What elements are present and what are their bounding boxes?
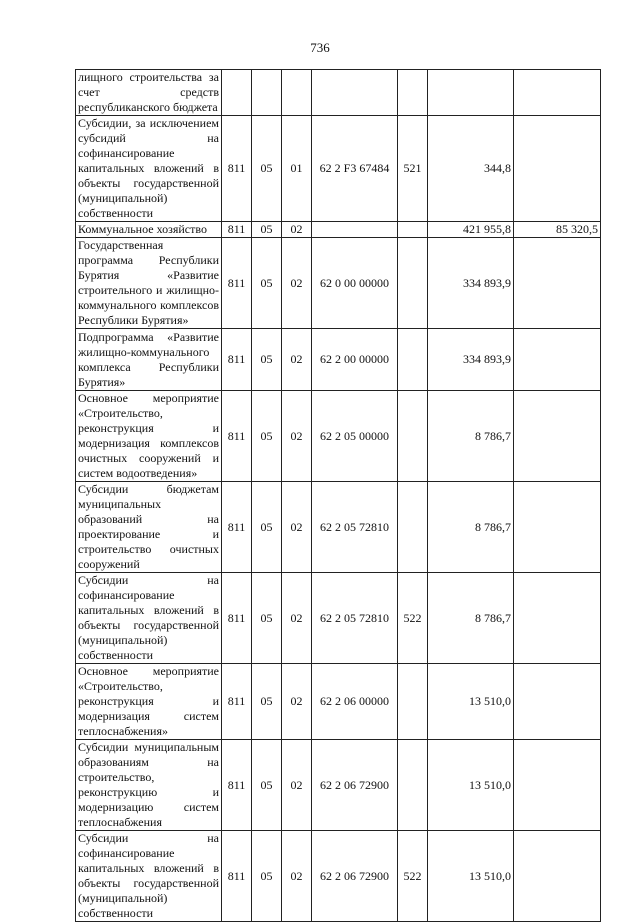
vr-cell	[398, 329, 428, 391]
sum2-cell	[514, 70, 601, 116]
csr-cell: 62 0 00 00000	[312, 238, 398, 329]
csr-cell	[312, 222, 398, 238]
table-row	[76, 116, 601, 222]
vr-cell	[398, 238, 428, 329]
table-body	[76, 70, 601, 922]
grbs-cell: 811	[222, 238, 252, 329]
pr-cell	[282, 70, 312, 116]
pr-cell: 01	[282, 116, 312, 222]
csr-cell: 62 2 05 72810	[312, 573, 398, 664]
rz-cell: 05	[252, 116, 282, 222]
csr-cell: 62 2 05 00000	[312, 391, 398, 482]
table-row	[76, 573, 601, 664]
grbs-cell: 811	[222, 664, 252, 740]
table-row	[76, 740, 601, 831]
vr-cell: 521	[398, 116, 428, 222]
vr-cell: 522	[398, 831, 428, 922]
sum2-cell	[514, 391, 601, 482]
sum2-cell	[514, 740, 601, 831]
sum1-cell: 344,8	[428, 116, 514, 222]
sum1-cell: 13 510,0	[428, 740, 514, 831]
csr-cell: 62 2 00 00000	[312, 329, 398, 391]
sum1-cell: 13 510,0	[428, 831, 514, 922]
csr-cell: 62 2 06 72900	[312, 831, 398, 922]
sum1-cell: 8 786,7	[428, 482, 514, 573]
sum1-cell: 8 786,7	[428, 573, 514, 664]
row-name: Основное мероприятие «Строительство, реконструкция и модернизация комплексов очистных сооружений и систем водоотведения»	[76, 391, 222, 482]
sum2-cell	[514, 831, 601, 922]
grbs-cell: 811	[222, 482, 252, 573]
row-name: Государственная программа Республики Бурятия «Развитие строительного и жилищно-коммунального комплексов Республики Бурятия»	[76, 238, 222, 329]
sum2-cell	[514, 329, 601, 391]
budget-table	[75, 69, 601, 922]
vr-cell	[398, 391, 428, 482]
grbs-cell	[222, 70, 252, 116]
grbs-cell: 811	[222, 222, 252, 238]
csr-cell: 62 2 06 00000	[312, 664, 398, 740]
csr-cell: 62 2 F3 67484	[312, 116, 398, 222]
pr-cell: 02	[282, 664, 312, 740]
row-name: Субсидии на софинансирование капитальных вложений в объекты государственной (муниципальной) собственности	[76, 573, 222, 664]
vr-cell: 522	[398, 573, 428, 664]
pr-cell: 02	[282, 238, 312, 329]
sum2-cell	[514, 482, 601, 573]
row-name: Субсидии муниципальным образованиям на строительство, реконструкцию и модернизацию систем теплоснабжения	[76, 740, 222, 831]
table-row	[76, 70, 601, 116]
sum2-cell	[514, 238, 601, 329]
sum1-cell: 8 786,7	[428, 391, 514, 482]
vr-cell	[398, 482, 428, 573]
sum2-cell	[514, 664, 601, 740]
table-row	[76, 664, 601, 740]
table-row	[76, 391, 601, 482]
sum1-cell: 334 893,9	[428, 238, 514, 329]
vr-cell	[398, 70, 428, 116]
grbs-cell: 811	[222, 573, 252, 664]
row-name: Коммунальное хозяйство	[76, 222, 222, 238]
grbs-cell: 811	[222, 329, 252, 391]
sum1-cell	[428, 70, 514, 116]
row-name: Субсидии, за исключением субсидий на софинансирование капитальных вложений в объекты государственной (муниципальной) собственности	[76, 116, 222, 222]
rz-cell: 05	[252, 482, 282, 573]
vr-cell	[398, 222, 428, 238]
pr-cell: 02	[282, 482, 312, 573]
rz-cell: 05	[252, 238, 282, 329]
row-name: Основное мероприятие «Строительство, реконструкция и модернизация систем теплоснабжения»	[76, 664, 222, 740]
sum2-cell	[514, 573, 601, 664]
table-row	[76, 482, 601, 573]
page-number: 736	[310, 40, 330, 55]
rz-cell: 05	[252, 329, 282, 391]
pr-cell: 02	[282, 329, 312, 391]
csr-cell	[312, 70, 398, 116]
vr-cell	[398, 664, 428, 740]
grbs-cell: 811	[222, 831, 252, 922]
row-name: Субсидии бюджетам муниципальных образований на проектирование и строительство очистных сооружений	[76, 482, 222, 573]
grbs-cell: 811	[222, 391, 252, 482]
sum2-cell: 85 320,5	[514, 222, 601, 238]
csr-cell: 62 2 05 72810	[312, 482, 398, 573]
sum1-cell: 334 893,9	[428, 329, 514, 391]
table-row	[76, 238, 601, 329]
sum1-cell: 13 510,0	[428, 664, 514, 740]
rz-cell: 05	[252, 573, 282, 664]
pr-cell: 02	[282, 573, 312, 664]
rz-cell: 05	[252, 391, 282, 482]
vr-cell	[398, 740, 428, 831]
pr-cell: 02	[282, 740, 312, 831]
table-row	[76, 329, 601, 391]
rz-cell: 05	[252, 831, 282, 922]
rz-cell: 05	[252, 664, 282, 740]
rz-cell	[252, 70, 282, 116]
sum1-cell: 421 955,8	[428, 222, 514, 238]
grbs-cell: 811	[222, 740, 252, 831]
row-name: лищного строительства за счет средств республиканского бюджета	[76, 70, 222, 116]
grbs-cell: 811	[222, 116, 252, 222]
csr-cell: 62 2 06 72900	[312, 740, 398, 831]
pr-cell: 02	[282, 831, 312, 922]
rz-cell: 05	[252, 740, 282, 831]
sum2-cell	[514, 116, 601, 222]
table-row	[76, 831, 601, 922]
pr-cell: 02	[282, 391, 312, 482]
pr-cell: 02	[282, 222, 312, 238]
rz-cell: 05	[252, 222, 282, 238]
table-row	[76, 222, 601, 238]
row-name: Субсидии на софинансирование капитальных вложений в объекты государственной (муниципальной) собственности	[76, 831, 222, 922]
row-name: Подпрограмма «Развитие жилищно-коммунального комплекса Республики Бурятия»	[76, 329, 222, 391]
